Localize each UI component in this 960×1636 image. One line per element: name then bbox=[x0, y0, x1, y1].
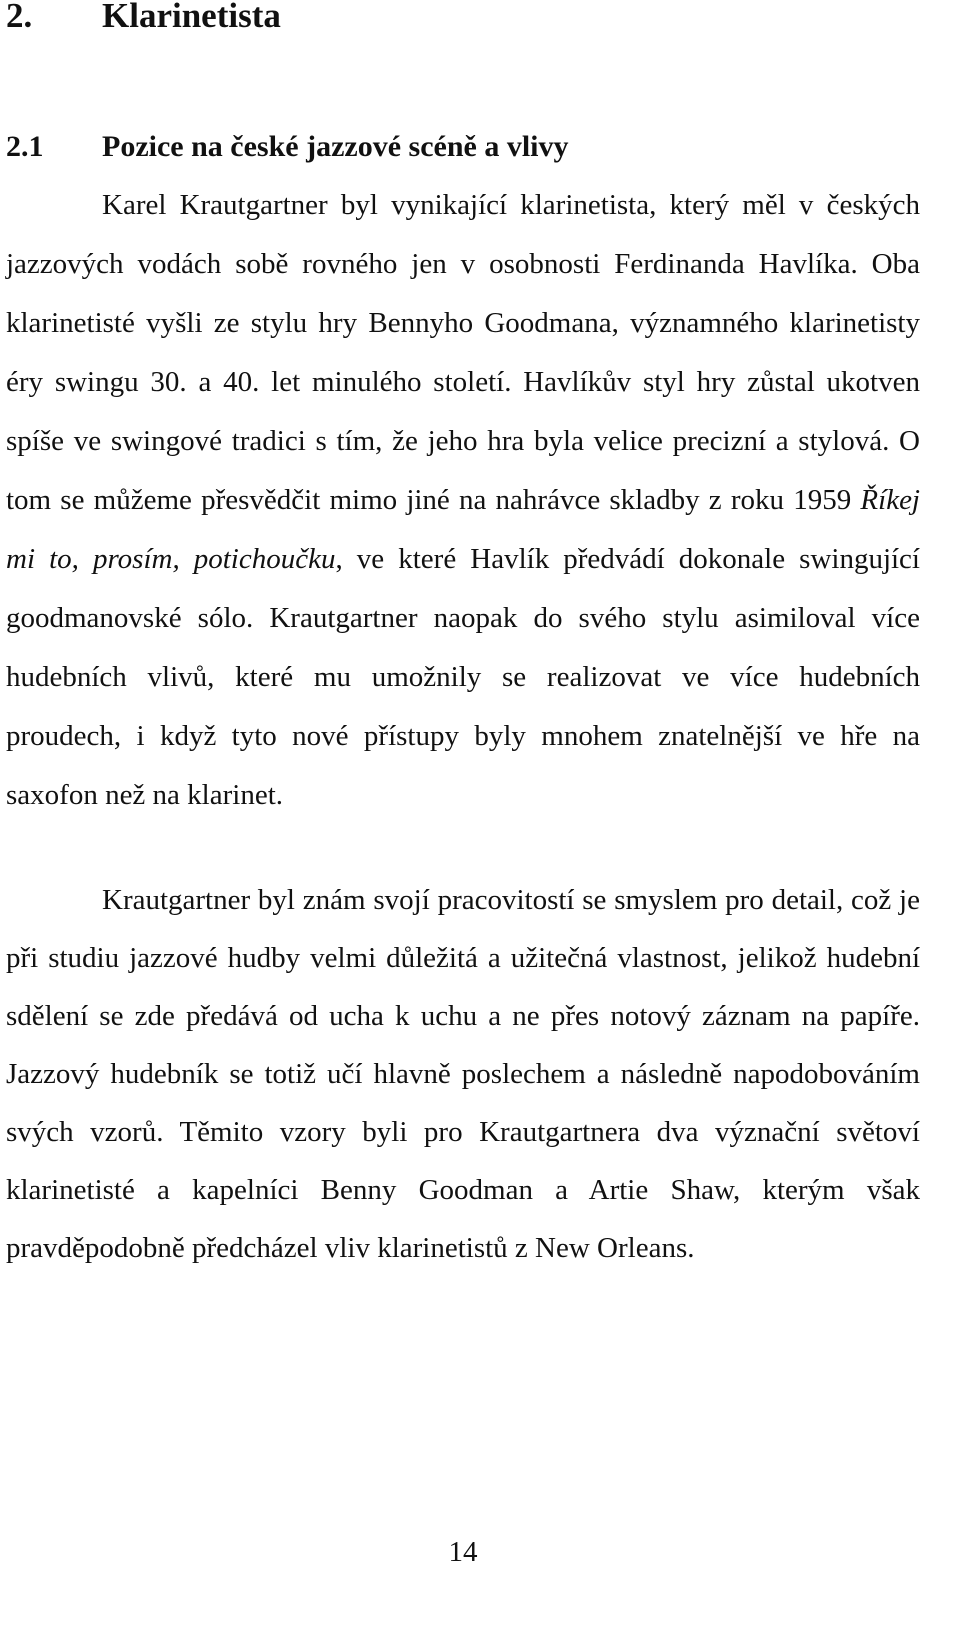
section-heading bbox=[6, 127, 569, 167]
song-title-italic: Říkej mi to, prosím, potichoučku bbox=[6, 484, 920, 575]
paragraph-2: Krautgartner byl znám svojí pracovitostí se smyslem pro detail, což je při studiu jazzové hudby velmi důležitá a užitečná vlastnost, jelikož hudební sdělení se zde předává od ucha k uchu a ne přes notový záznam na papíře. Jazzový hudebník se totiž učí hlavně poslechem a následně napodobováním svých vzorů. Těmito vzory byli pro Krautgartnera dva význační světoví klarinetisté a kapelníci Benny Goodman a Artie Shaw, kterým však pravděpodobně předcházel vliv klarinetistů z New Orleans. bbox=[6, 884, 920, 1264]
section-title: Pozice na české jazzové scéně a vlivy bbox=[102, 130, 569, 163]
chapter-heading bbox=[6, 0, 281, 41]
section-number: 2.1 bbox=[6, 130, 44, 163]
paragraph-1 bbox=[6, 176, 920, 825]
chapter-number: 2. bbox=[6, 0, 33, 35]
paragraph-1-text-start: Karel Krautgartner byl vynikající klarinetista, který měl v českých jazzových vodách sobě rovného jen v osobnosti Ferdinanda Havlíka. Oba klarinetisté vyšli ze stylu hry Bennyho Goodmana, významného klarinetisty éry swingu 30. a 40. let minulého století. Havlíkův styl hry zůstal ukotven spíše ve swingové tradici s tím, že jeho hra byla velice precizní a stylová. O tom se můžeme přesvědčit mimo jiné na nahrávce skladby z roku 1959 bbox=[6, 189, 920, 516]
page-number: 14 bbox=[448, 1536, 478, 1568]
paragraph-1-text-end: , ve které Havlík předvádí dokonale swingující goodmanovské sólo. Krautgartner naopak do svého stylu asimiloval více hudebních vlivů, které mu umožnily se realizovat ve více hudebních proudech, i když tyto nové přístupy byly mnohem znatelnější ve hře na saxofon než na klarinet. bbox=[6, 543, 920, 811]
chapter-title: Klarinetista bbox=[102, 0, 281, 35]
